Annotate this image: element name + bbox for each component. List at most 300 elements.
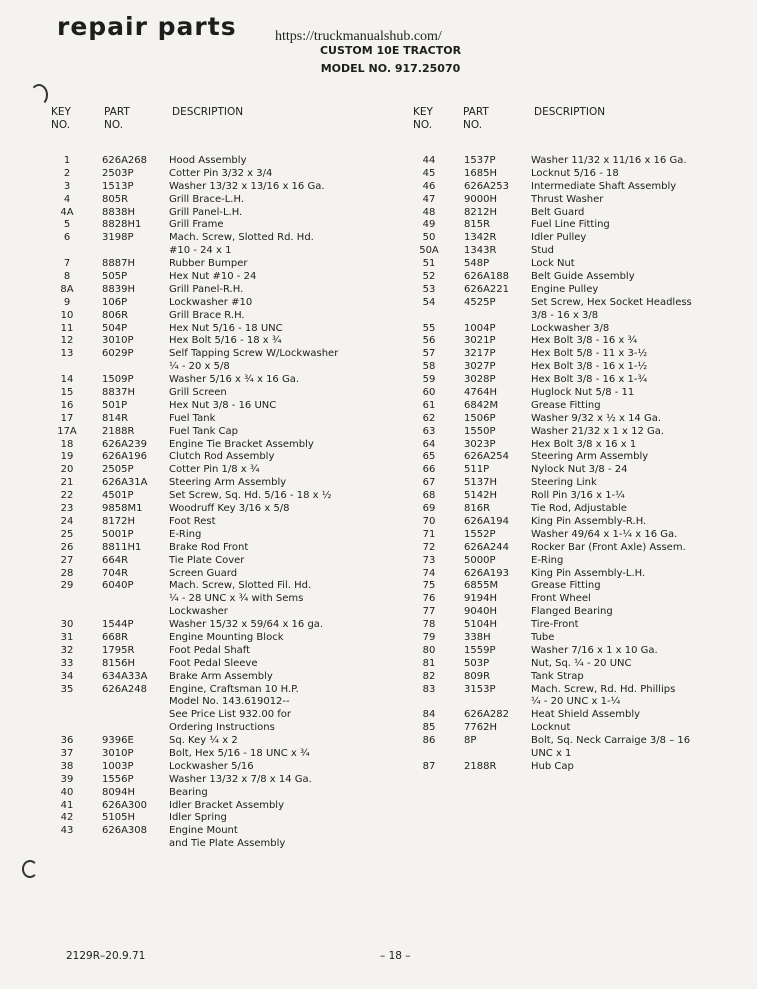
key-number: 48	[422, 206, 436, 218]
part-description: Cotter Pin 1/8 x ¾	[169, 464, 260, 476]
part-number: 9000H	[464, 193, 497, 205]
key-number: 53	[422, 283, 436, 295]
parts-row	[418, 645, 738, 658]
part-description: E-Ring	[531, 554, 564, 566]
parts-row	[418, 477, 738, 490]
part-number: 338H	[464, 631, 491, 643]
parts-row	[418, 632, 738, 645]
part-description: Model No. 143.619012--	[169, 696, 290, 708]
part-number: 626A300	[102, 799, 148, 811]
key-number: 60	[422, 387, 436, 399]
part-description: Locknut	[531, 722, 571, 734]
part-description: Rocker Bar (Front Axle) Assem.	[531, 541, 686, 553]
part-number: 8839H	[102, 283, 135, 295]
parts-row	[418, 323, 738, 336]
key-number: 13	[60, 348, 74, 360]
part-number: 8094H	[102, 786, 135, 798]
parts-row	[418, 400, 738, 413]
part-description: Grill Panel-L.H.	[169, 206, 243, 218]
key-number: 85	[422, 722, 436, 734]
part-description: Tie Rod, Adjustable	[531, 503, 627, 515]
parts-row	[56, 464, 376, 477]
parts-row	[56, 632, 376, 645]
key-number: 33	[60, 657, 74, 669]
parts-row	[56, 658, 376, 671]
parts-row	[418, 464, 738, 477]
parts-row	[418, 722, 738, 735]
parts-row	[56, 774, 376, 787]
part-description: Washer 13/32 x 7/8 x 14 Ga.	[169, 773, 312, 785]
part-description: Sq. Key ¼ x 2	[169, 735, 238, 747]
part-description: Engine Tie Bracket Assembly	[169, 438, 314, 450]
parts-row	[418, 297, 738, 310]
part-description: E-Ring	[169, 528, 202, 540]
parts-row	[56, 348, 376, 361]
parts-row	[418, 181, 738, 194]
document-code: 2129R–20.9.71	[66, 950, 146, 962]
part-description: Cotter Pin 3/32 x 3/4	[169, 167, 273, 179]
parts-row	[418, 606, 738, 619]
part-number: 1559P	[464, 644, 496, 656]
part-description: Mach. Screw, Rd. Hd. Phillips	[531, 683, 676, 695]
part-description: Belt Guide Assembly	[531, 271, 635, 283]
part-description: Tire-Front	[531, 619, 579, 631]
part-description: Bolt, Hex 5/16 - 18 UNC x ¾	[169, 747, 310, 759]
part-number: 4764H	[464, 387, 497, 399]
key-number: 8A	[60, 283, 74, 295]
part-number: 626A196	[102, 451, 148, 463]
part-description: 3/8 - 16 x 3/8	[531, 309, 599, 321]
part-number: 626A248	[102, 683, 148, 695]
part-number: 503P	[464, 657, 490, 669]
part-number: 1003P	[102, 760, 134, 772]
parts-row	[56, 645, 376, 658]
parts-row	[56, 787, 376, 800]
key-number: 62	[422, 412, 436, 424]
part-number: 809R	[464, 670, 491, 682]
part-description: Intermediate Shaft Assembly	[531, 180, 677, 192]
part-number: 4501P	[102, 490, 134, 502]
key-number: 51	[422, 258, 436, 270]
part-description: Tube	[531, 631, 555, 643]
part-description: Grill Brace-L.H.	[169, 193, 245, 205]
part-description: See Price List 932.00 for	[169, 709, 291, 721]
part-description: Hex Bolt 3/8 - 16 x 1-¾	[531, 374, 648, 386]
part-description: Steering Arm Assembly	[169, 477, 287, 489]
part-number: 6842M	[464, 399, 499, 411]
parts-list-left	[56, 155, 376, 851]
parts-row	[56, 168, 376, 181]
part-description: Idler Spring	[169, 812, 227, 824]
part-description: Woodruff Key 3/16 x 5/8	[169, 503, 290, 515]
part-description: Ordering Instructions	[169, 722, 275, 734]
parts-row	[418, 426, 738, 439]
key-number: 52	[422, 271, 436, 283]
parts-row	[418, 258, 738, 271]
part-number: 626A188	[464, 271, 510, 283]
part-description: Idler Bracket Assembly	[169, 799, 284, 811]
parts-row	[56, 812, 376, 825]
part-description: Brake Rod Front	[169, 541, 249, 553]
part-number: 1509P	[102, 374, 134, 386]
subtitle: CUSTOM 10E TRACTOR	[319, 44, 462, 57]
part-number: 8212H	[464, 206, 497, 218]
part-number: 548P	[464, 258, 490, 270]
part-description: and Tie Plate Assembly	[169, 838, 286, 850]
source-url[interactable]: https://truckmanualshub.com/	[275, 29, 442, 44]
part-description: Washer 49/64 x 1-¼ x 16 Ga.	[531, 528, 678, 540]
parts-row	[56, 825, 376, 838]
part-number: 626A282	[464, 709, 510, 721]
header-description-right: DESCRIPTION	[534, 106, 606, 118]
key-number: 20	[60, 464, 74, 476]
part-number: 8838H	[102, 206, 135, 218]
part-number: 2503P	[102, 167, 134, 179]
part-description: Foot Pedal Sleeve	[169, 657, 258, 669]
parts-row	[56, 207, 376, 220]
part-description: Front Wheel	[531, 593, 591, 605]
parts-row	[418, 761, 738, 774]
part-number: 2188R	[464, 760, 497, 772]
parts-row	[56, 271, 376, 284]
parts-row	[56, 219, 376, 232]
part-number: 7762H	[464, 722, 497, 734]
part-number: 3028P	[464, 374, 496, 386]
part-number: 1004P	[464, 322, 496, 334]
part-number: 626A244	[464, 541, 510, 553]
part-description: King Pin Assembly-R.H.	[531, 515, 647, 527]
part-number: 5001P	[102, 528, 134, 540]
part-description: Brake Arm Assembly	[169, 670, 273, 682]
parts-row	[418, 439, 738, 452]
part-number: 1552P	[464, 528, 496, 540]
part-number: 8156H	[102, 657, 135, 669]
key-number: 57	[422, 348, 436, 360]
header-key-right: KEY NO.	[413, 106, 433, 131]
part-description: Engine Mounting Block	[169, 631, 284, 643]
part-number: 626A239	[102, 438, 148, 450]
parts-row	[56, 297, 376, 310]
part-description: Fuel Tank Cap	[169, 425, 238, 437]
key-number: 5	[63, 219, 71, 231]
part-description: Hex Bolt 3/8 x 16 x 1	[531, 438, 637, 450]
parts-row	[418, 658, 738, 671]
part-number: 3217P	[464, 348, 496, 360]
parts-row	[418, 735, 738, 748]
part-description: Nut, Sq. ¼ - 20 UNC	[531, 657, 632, 669]
parts-row	[56, 477, 376, 490]
parts-row	[418, 361, 738, 374]
part-description: Steering Link	[531, 477, 597, 489]
key-number: 38	[60, 760, 74, 772]
part-number: 4525P	[464, 296, 496, 308]
key-number: 76	[422, 593, 436, 605]
parts-row	[418, 568, 738, 581]
part-description: Engine, Craftsman 10 H.P.	[169, 683, 299, 695]
part-number: 626A308	[102, 825, 148, 837]
key-number: 17A	[57, 425, 77, 437]
part-number: 5137H	[464, 477, 497, 489]
parts-row	[56, 155, 376, 168]
part-number: 1550P	[464, 425, 496, 437]
parts-row	[56, 606, 376, 619]
key-number: 19	[60, 451, 74, 463]
key-number: 71	[422, 528, 436, 540]
part-description: Grease Fitting	[531, 580, 601, 592]
key-number: 56	[422, 335, 436, 347]
key-number: 36	[60, 735, 74, 747]
key-number: 28	[60, 567, 74, 579]
parts-row	[56, 593, 376, 606]
key-number: 22	[60, 490, 74, 502]
key-number: 77	[422, 606, 436, 618]
part-description: Engine Mount	[169, 825, 238, 837]
parts-row	[56, 439, 376, 452]
parts-row	[56, 490, 376, 503]
part-number: 3010P	[102, 747, 134, 759]
part-number: 634A33A	[102, 670, 148, 682]
parts-row	[56, 258, 376, 271]
parts-row	[418, 207, 738, 220]
part-number: 626A194	[464, 515, 510, 527]
key-number: 9	[63, 296, 71, 308]
parts-row	[418, 348, 738, 361]
key-number: 80	[422, 644, 436, 656]
parts-row	[56, 426, 376, 439]
parts-row	[418, 555, 738, 568]
key-number: 58	[422, 361, 436, 373]
key-number: 78	[422, 619, 436, 631]
parts-row	[56, 696, 376, 709]
part-number: 626A253	[464, 180, 510, 192]
part-description: #10 - 24 x 1	[169, 245, 232, 257]
parts-row	[56, 684, 376, 697]
part-number: 805R	[102, 193, 129, 205]
part-number: 9194H	[464, 593, 497, 605]
part-number: 3021P	[464, 335, 496, 347]
part-description: Lock Nut	[531, 258, 575, 270]
part-description: Grease Fitting	[531, 399, 601, 411]
part-number: 5104H	[464, 619, 497, 631]
parts-row	[418, 696, 738, 709]
parts-row	[56, 387, 376, 400]
part-description: Heat Shield Assembly	[531, 709, 641, 721]
part-number: 668R	[102, 631, 129, 643]
part-description: Hex Bolt 3/8 - 16 x ¾	[531, 335, 638, 347]
parts-row	[56, 503, 376, 516]
parts-row	[56, 181, 376, 194]
part-description: Mach. Screw, Slotted Rd. Hd.	[169, 232, 314, 244]
parts-row	[56, 748, 376, 761]
key-number: 64	[422, 438, 436, 450]
part-number: 664R	[102, 554, 129, 566]
part-number: 626A193	[464, 567, 510, 579]
key-number: 4	[63, 193, 71, 205]
part-number: 816R	[464, 503, 491, 515]
part-number: 504P	[102, 322, 128, 334]
key-number: 40	[60, 786, 74, 798]
part-number: 5105H	[102, 812, 135, 824]
key-number: 67	[422, 477, 436, 489]
parts-row	[418, 335, 738, 348]
key-number: 37	[60, 747, 74, 759]
key-number: 46	[422, 180, 436, 192]
part-number: 626A31A	[102, 477, 148, 489]
key-number: 83	[422, 683, 436, 695]
part-number: 814R	[102, 412, 129, 424]
parts-row	[56, 245, 376, 258]
part-number: 6029P	[102, 348, 134, 360]
part-number: 626A254	[464, 451, 510, 463]
parts-row	[418, 232, 738, 245]
key-number: 84	[422, 709, 436, 721]
parts-row	[418, 529, 738, 542]
part-number: 9396E	[102, 735, 134, 747]
parts-row	[56, 722, 376, 735]
part-description: ¼ - 20 x 5/8	[169, 361, 230, 373]
page-number: – 18 –	[380, 950, 411, 962]
parts-row	[418, 516, 738, 529]
part-number: 9858M1	[102, 503, 143, 515]
part-description: ¼ - 28 UNC x ¾ with Sems	[169, 593, 304, 605]
part-number: 511P	[464, 464, 490, 476]
parts-row	[56, 542, 376, 555]
part-number: 6855M	[464, 580, 499, 592]
key-number: 21	[60, 477, 74, 489]
part-number: 1342R	[464, 232, 497, 244]
key-number: 7	[63, 258, 71, 270]
key-number: 14	[60, 374, 74, 386]
part-number: 626A221	[464, 283, 510, 295]
key-number: 74	[422, 567, 436, 579]
parts-row	[56, 323, 376, 336]
part-description: Hex Bolt 5/8 - 11 x 3-½	[531, 348, 648, 360]
part-description: Hex Bolt 3/8 - 16 x 1-½	[531, 361, 648, 373]
part-description: Grill Screen	[169, 387, 227, 399]
parts-row	[56, 555, 376, 568]
part-number: 3153P	[464, 683, 496, 695]
key-number: 27	[60, 554, 74, 566]
part-number: 1556P	[102, 773, 134, 785]
key-number: 32	[60, 644, 74, 656]
key-number: 79	[422, 631, 436, 643]
key-number: 25	[60, 528, 74, 540]
part-description: Grill Brace R.H.	[169, 309, 245, 321]
key-number: 12	[60, 335, 74, 347]
part-description: Nylock Nut 3/8 - 24	[531, 464, 628, 476]
part-description: Tank Strap	[531, 670, 584, 682]
parts-row	[418, 219, 738, 232]
parts-row	[418, 284, 738, 297]
parts-row	[56, 516, 376, 529]
parts-list-right	[418, 155, 738, 774]
part-number: 9040H	[464, 606, 497, 618]
parts-row	[56, 761, 376, 774]
key-number: 34	[60, 670, 74, 682]
key-number: 43	[60, 825, 74, 837]
parts-row	[418, 709, 738, 722]
part-description: Thrust Washer	[531, 193, 604, 205]
key-number: 1	[63, 155, 71, 166]
parts-row	[418, 271, 738, 284]
key-number: 50A	[419, 245, 439, 257]
part-description: Foot Pedal Shaft	[169, 644, 251, 656]
part-number: 1795R	[102, 644, 135, 656]
parts-row	[56, 413, 376, 426]
part-description: Hex Nut 5/16 - 18 UNC	[169, 322, 283, 334]
part-description: Screen Guard	[169, 567, 238, 579]
parts-row	[418, 387, 738, 400]
header-key-left: KEY NO.	[51, 106, 71, 131]
part-description: Grill Panel-R.H.	[169, 283, 244, 295]
key-number: 2	[63, 167, 71, 179]
key-number: 6	[63, 232, 71, 244]
parts-row	[56, 838, 376, 851]
parts-row	[418, 310, 738, 323]
parts-row	[56, 310, 376, 323]
parts-row	[418, 671, 738, 684]
key-number: 8	[63, 271, 71, 283]
parts-row	[56, 671, 376, 684]
part-description: Set Screw, Sq. Hd. 5/16 - 18 x ½	[169, 490, 332, 502]
part-number: 3023P	[464, 438, 496, 450]
key-number: 18	[60, 438, 74, 450]
part-description: Lockwasher 5/16	[169, 760, 254, 772]
part-description: Hex Nut 3/8 - 16 UNC	[169, 399, 277, 411]
part-description: Mach. Screw, Slotted Fil. Hd.	[169, 580, 312, 592]
part-number: 1685H	[464, 167, 497, 179]
key-number: 66	[422, 464, 436, 476]
parts-row	[56, 580, 376, 593]
part-description: Stud	[531, 245, 554, 257]
parts-row	[56, 735, 376, 748]
part-number: 626A268	[102, 155, 148, 166]
part-number: 8P	[464, 735, 477, 747]
part-description: Fuel Line Fitting	[531, 219, 610, 231]
part-description: Clutch Rod Assembly	[169, 451, 275, 463]
key-number: 63	[422, 425, 436, 437]
part-number: 106P	[102, 296, 128, 308]
part-number: 1513P	[102, 180, 134, 192]
key-number: 44	[422, 155, 436, 166]
part-description: Foot Rest	[169, 515, 216, 527]
part-description: Washer 13/32 x 13/16 x 16 Ga.	[169, 180, 325, 192]
parts-row	[418, 748, 738, 761]
part-description: ¼ - 20 UNC x 1-¼	[531, 696, 621, 708]
parts-row	[56, 400, 376, 413]
part-number: 1544P	[102, 619, 134, 631]
part-description: Locknut 5/16 - 18	[531, 167, 619, 179]
parts-row	[418, 580, 738, 593]
key-number: 82	[422, 670, 436, 682]
part-description: Washer 15/32 x 59/64 x 16 ga.	[169, 619, 324, 631]
parts-row	[418, 593, 738, 606]
part-description: Grill Frame	[169, 219, 224, 231]
key-number: 24	[60, 515, 74, 527]
part-description: Washer 5/16 x ¾ x 16 Ga.	[169, 374, 300, 386]
key-number: 26	[60, 541, 74, 553]
header-part-right: PART NO.	[463, 106, 489, 131]
key-number: 11	[60, 322, 74, 334]
part-description: Washer 11/32 x 11/16 x 16 Ga.	[531, 155, 687, 166]
parts-row	[56, 335, 376, 348]
header-description-left: DESCRIPTION	[172, 106, 244, 118]
part-description: Flanged Bearing	[531, 606, 613, 618]
key-number: 4A	[60, 206, 74, 218]
key-number: 45	[422, 167, 436, 179]
part-number: 1343R	[464, 245, 497, 257]
key-number: 49	[422, 219, 436, 231]
